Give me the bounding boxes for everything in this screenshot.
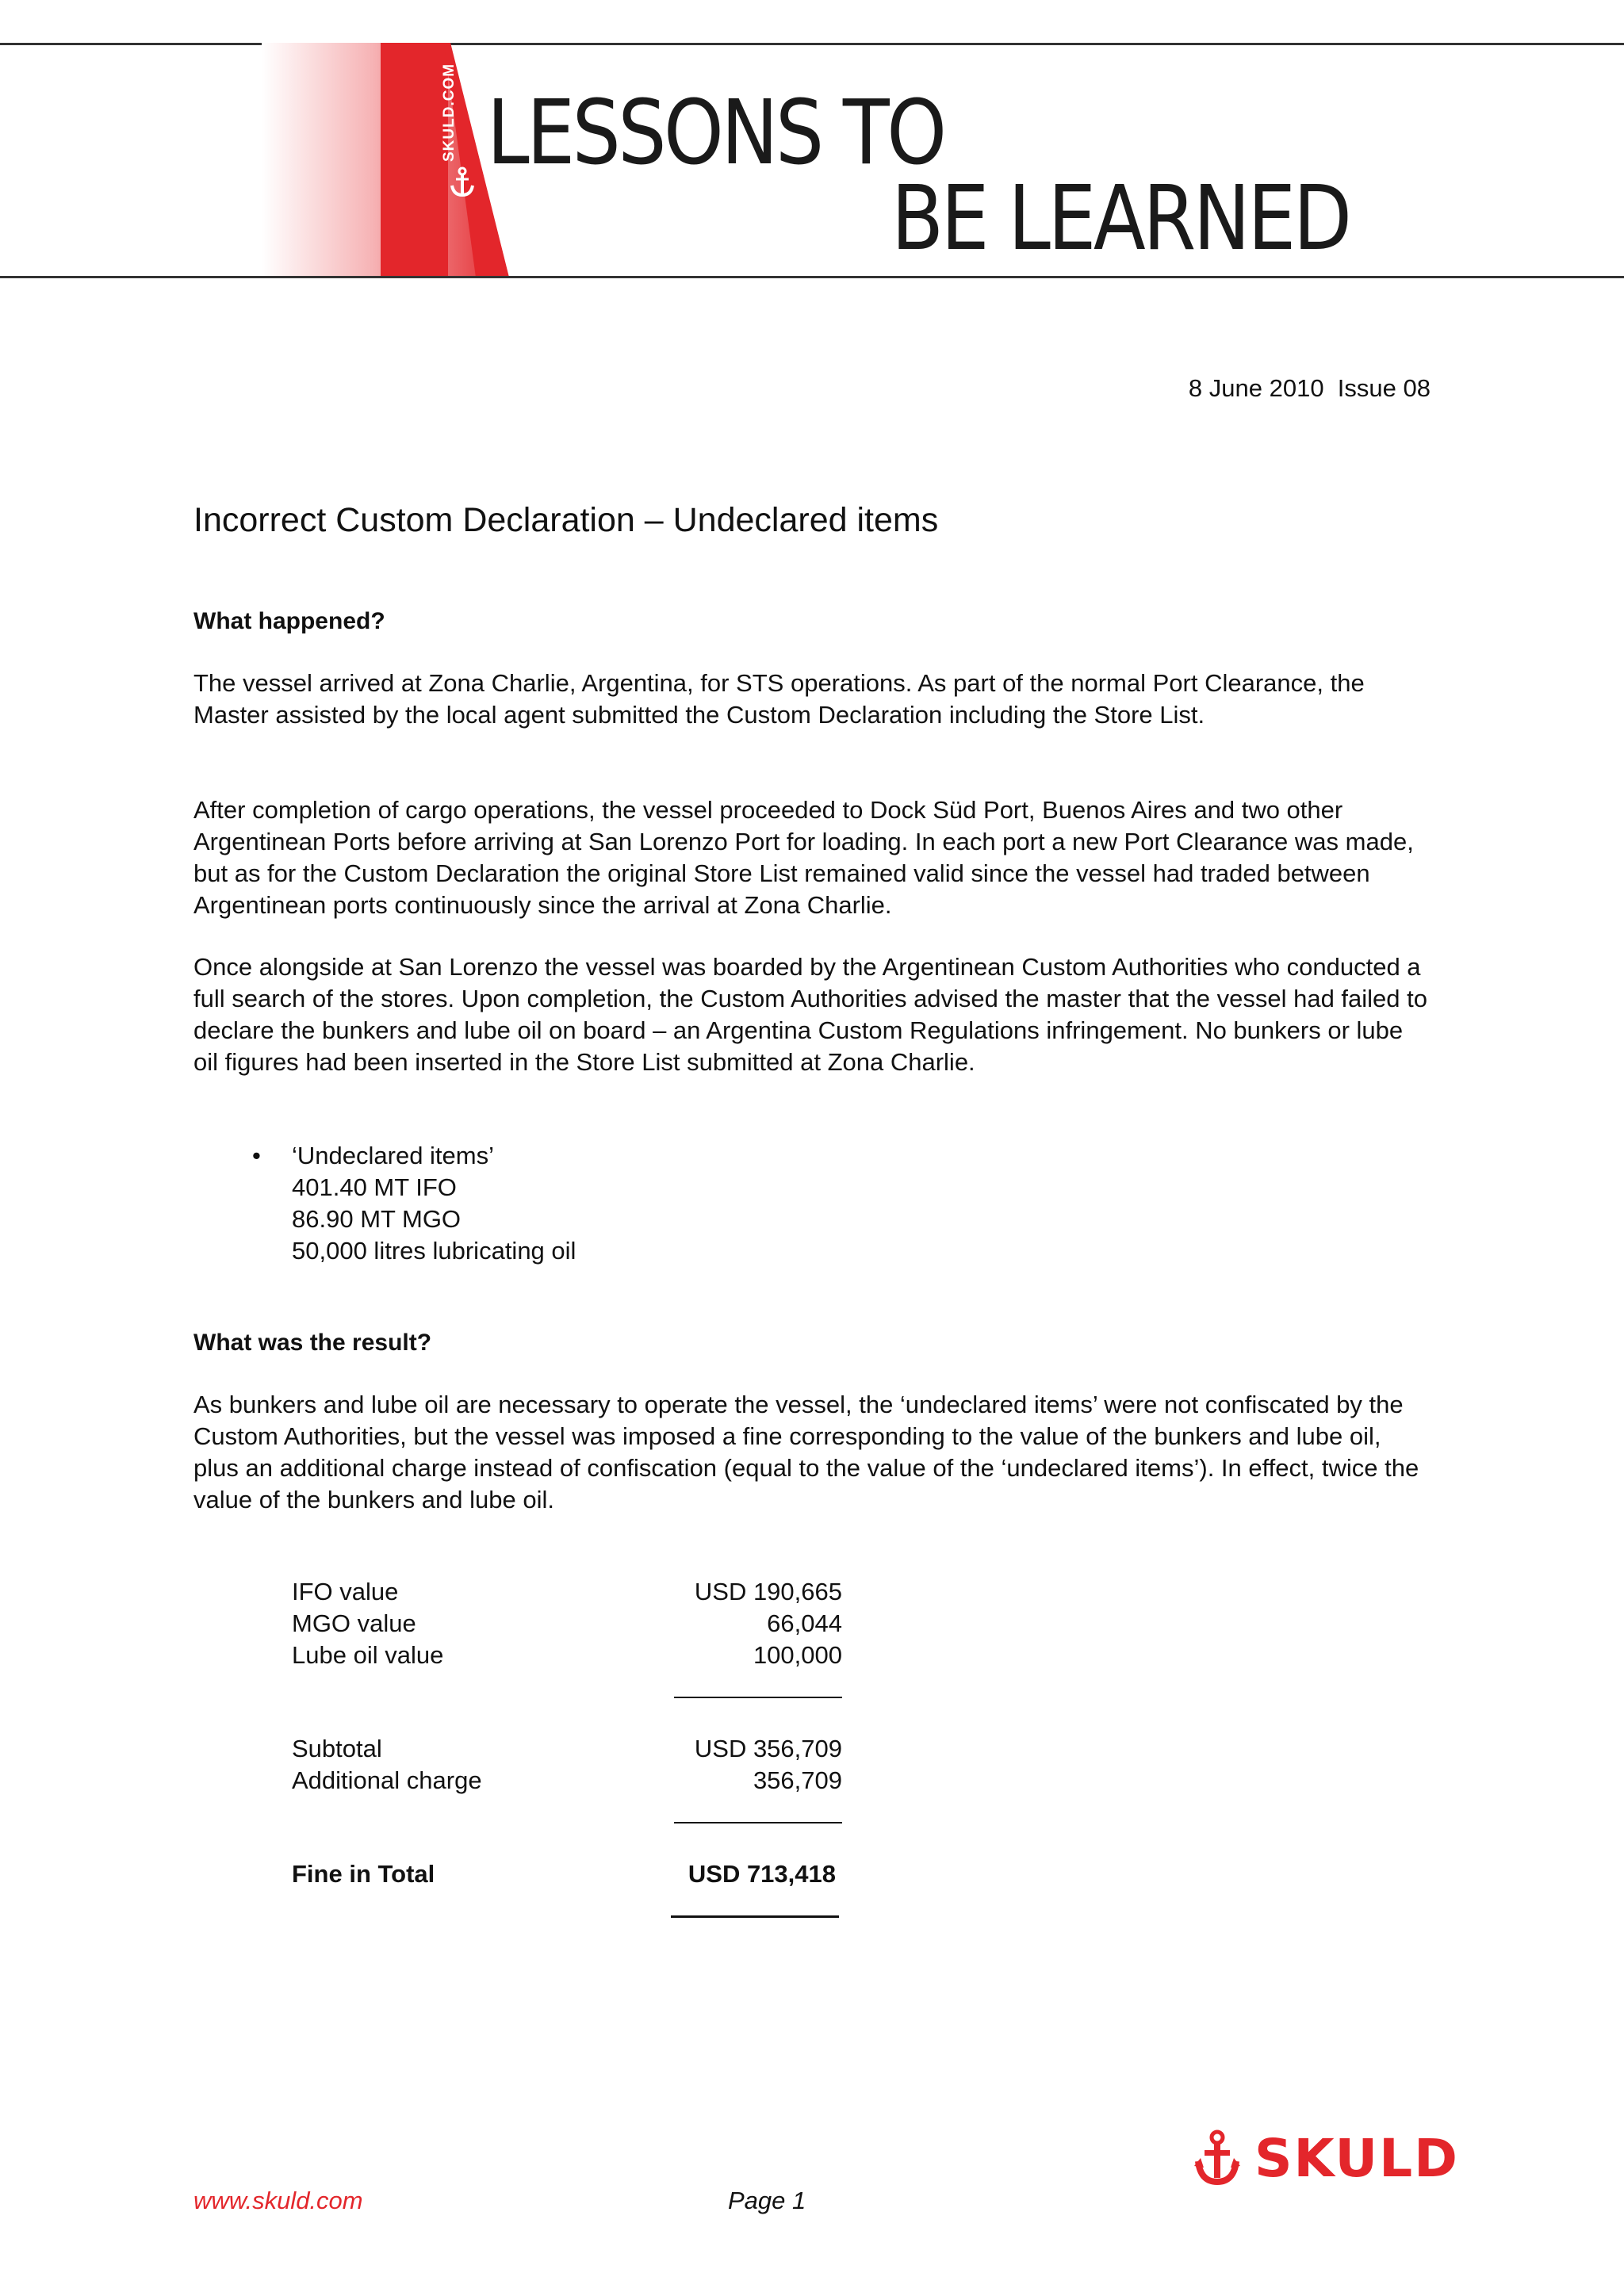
anchor-icon [449, 166, 476, 198]
bullet-title: ‘Undeclared items’ [292, 1142, 494, 1169]
table-row-additional-charge [292, 1765, 842, 1797]
bullet-line-mgo: 86.90 MT MGO [292, 1205, 462, 1233]
row-value: USD 713,418 [688, 1860, 836, 1888]
paragraph-3: Once alongside at San Lorenzo the vessel was boarded by the Argentinean Custom Authorities who conducted a full search of the stores. Upon completion, the Custom Authorities advised the master that the vessel had failed to declare the bunkers and lube oil on board – an Argentina Custom Regulations infringement. No bunkers or lube oil figures had been inserted in the Store List submitted at Zona Charlie. [193, 953, 1428, 1076]
page-title: Incorrect Custom Declaration – Undeclared items [193, 501, 939, 539]
paragraph-result: As bunkers and lube oil are necessary to operate the vessel, the ‘undeclared items’ were not confiscated by the Custom Authorities, but the vessel was imposed a fine corresponding to the value of the bunkers and lube oil, plus an additional charge instead of confiscation (equal to the value of the ‘undeclared items’). In effect, twice the value of the bunkers and lube oil. [193, 1391, 1419, 1513]
row-value: USD 356,709 [694, 1735, 842, 1762]
row-label: IFO value [292, 1578, 399, 1605]
row-value: 356,709 [753, 1766, 842, 1794]
header-bottom-rule [0, 276, 1624, 278]
bullet-glyph: • [252, 1142, 261, 1169]
bullet-line-ifo: 401.40 MT IFO [292, 1173, 457, 1201]
sum-rule-2 [674, 1822, 842, 1823]
skuld-logo [1194, 2130, 1496, 2187]
header-banner [0, 43, 1624, 277]
vertical-site-url: SKULD.COM [441, 63, 458, 162]
table-row-total [292, 1858, 839, 1890]
sum-rule-1 [674, 1697, 842, 1698]
table-row-ifo [292, 1576, 842, 1608]
row-label: Subtotal [292, 1735, 382, 1762]
banner-title-line1: LESSONS TO [487, 82, 944, 185]
row-label: MGO value [292, 1609, 416, 1637]
paragraph-2: After completion of cargo operations, the vessel proceeded to Dock Süd Port, Buenos Aires and two other Argentinean Ports before arriving at San Lorenzo Port for loading. In each port a new Port Clearance was made, but as for the Custom Declaration the original Store List remained valid since the vessel had traded between Argentinean ports continuously since the arrival at Zona Charlie. [193, 796, 1414, 919]
logo-anchor-icon [1194, 2130, 1240, 2187]
row-value: USD 190,665 [694, 1578, 842, 1605]
date-issue: 8 June 2010 Issue 08 [1188, 374, 1431, 402]
row-value: 66,044 [767, 1609, 842, 1637]
section-heading-what-happened: What happened? [193, 608, 385, 634]
table-row-subtotal [292, 1733, 842, 1765]
row-value: 100,000 [753, 1641, 842, 1669]
paragraph-1: The vessel arrived at Zona Charlie, Argentina, for STS operations. As part of the normal Port Clearance, the Master assisted by the local agent submitted the Custom Declaration including the Store List. [193, 669, 1365, 729]
logo-wordmark: SKULD [1254, 2128, 1459, 2189]
page-number: Page 1 [728, 2187, 806, 2214]
banner-title-line2: BE LEARNED [891, 167, 1350, 270]
section-heading-result: What was the result? [193, 1330, 432, 1356]
footer-website-link[interactable]: www.skuld.com [193, 2187, 363, 2214]
banner-red-stripe [0, 43, 555, 277]
total-underline [671, 1915, 839, 1918]
bullet-line-lube: 50,000 litres lubricating oil [292, 1237, 576, 1265]
table-row-lube [292, 1640, 842, 1671]
row-label: Fine in Total [292, 1860, 435, 1888]
table-row-mgo [292, 1608, 842, 1640]
row-label: Additional charge [292, 1766, 482, 1794]
row-label: Lube oil value [292, 1641, 444, 1669]
